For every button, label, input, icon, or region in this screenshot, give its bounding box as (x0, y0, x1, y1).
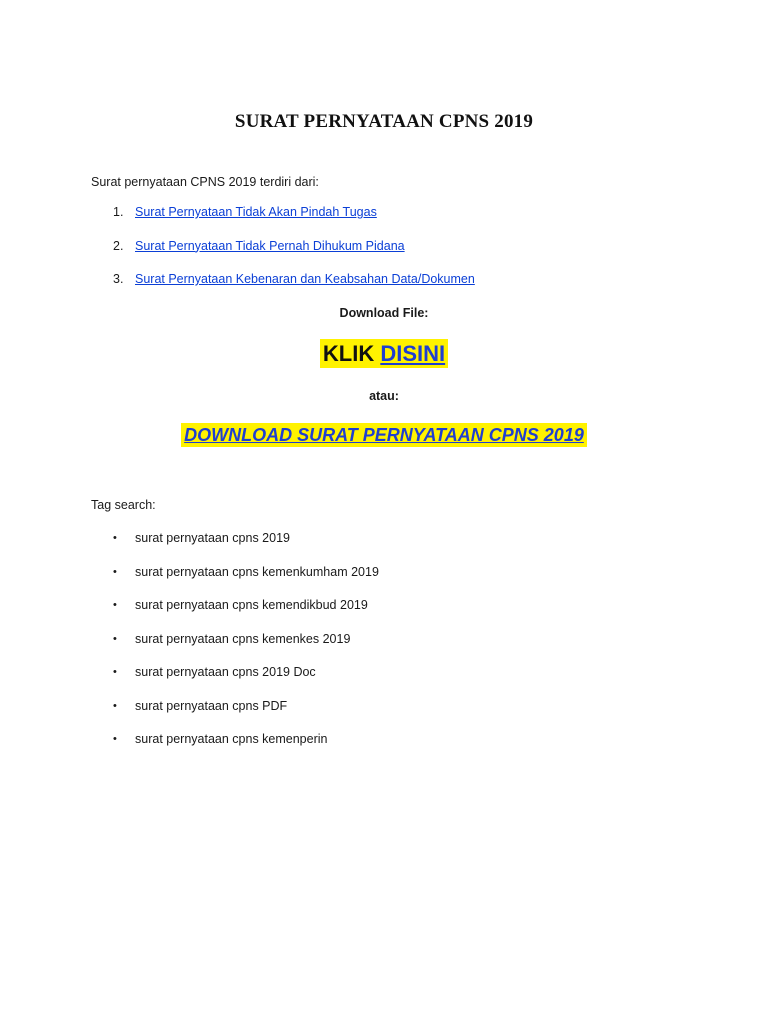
bullet-icon: • (113, 733, 117, 745)
download-link-row (0, 423, 768, 447)
list-item (91, 598, 379, 632)
bullet-icon: • (113, 666, 117, 678)
klik-text: KLIK (322, 341, 375, 366)
list-item (91, 699, 379, 733)
bullet-icon: • (113, 632, 117, 645)
list-number: 1. (113, 205, 124, 219)
bullet-icon: • (113, 699, 117, 712)
download-surat-link[interactable]: DOWNLOAD SURAT PERNYATAAN CPNS 2019 (181, 423, 587, 447)
intro-text: Surat pernyataan CPNS 2019 terdiri dari: (91, 175, 319, 189)
tag-text: surat pernyataan cpns kemenkumham 2019 (135, 564, 379, 579)
list-number: 2. (113, 238, 124, 253)
tag-search-label: Tag search: (91, 498, 156, 512)
bullet-icon: • (113, 565, 117, 578)
tag-text: surat pernyataan cpns kemenperin (135, 732, 328, 746)
atau-label: atau: (369, 389, 399, 403)
page-title: SURAT PERNYATAAN CPNS 2019 (234, 111, 534, 132)
list-item (91, 272, 475, 306)
tag-text: surat pernyataan cpns 2019 Doc (135, 665, 316, 679)
document-list (91, 205, 475, 306)
list-item (91, 632, 379, 666)
document-link-dihukum-pidana[interactable]: Surat Pernyataan Tidak Pernah Dihukum Pidana (135, 238, 405, 253)
document-link-pindah-tugas[interactable]: Surat Pernyataan Tidak Akan Pindah Tugas (135, 205, 377, 219)
list-item (91, 565, 379, 599)
klik-disini-row (0, 339, 768, 368)
tag-text: surat pernyataan cpns kemendikbud 2019 (135, 598, 368, 612)
list-item (91, 732, 379, 766)
list-number: 3. (113, 272, 124, 286)
list-item (91, 239, 475, 273)
bullet-icon: • (113, 532, 117, 544)
tag-list (91, 531, 379, 766)
disini-link[interactable]: DISINI (380, 341, 446, 366)
bullet-icon: • (113, 599, 117, 611)
list-item (91, 665, 379, 699)
list-item (91, 205, 475, 239)
tag-text: surat pernyataan cpns 2019 (135, 531, 290, 545)
download-file-label: Download File: (339, 306, 429, 320)
tag-text: surat pernyataan cpns kemenkes 2019 (135, 631, 351, 646)
list-item (91, 531, 379, 565)
tag-text: surat pernyataan cpns PDF (135, 698, 288, 713)
klik-highlight (320, 339, 448, 368)
document-link-keabsahan-data[interactable]: Surat Pernyataan Kebenaran dan Keabsahan Data/Dokumen (135, 272, 475, 286)
